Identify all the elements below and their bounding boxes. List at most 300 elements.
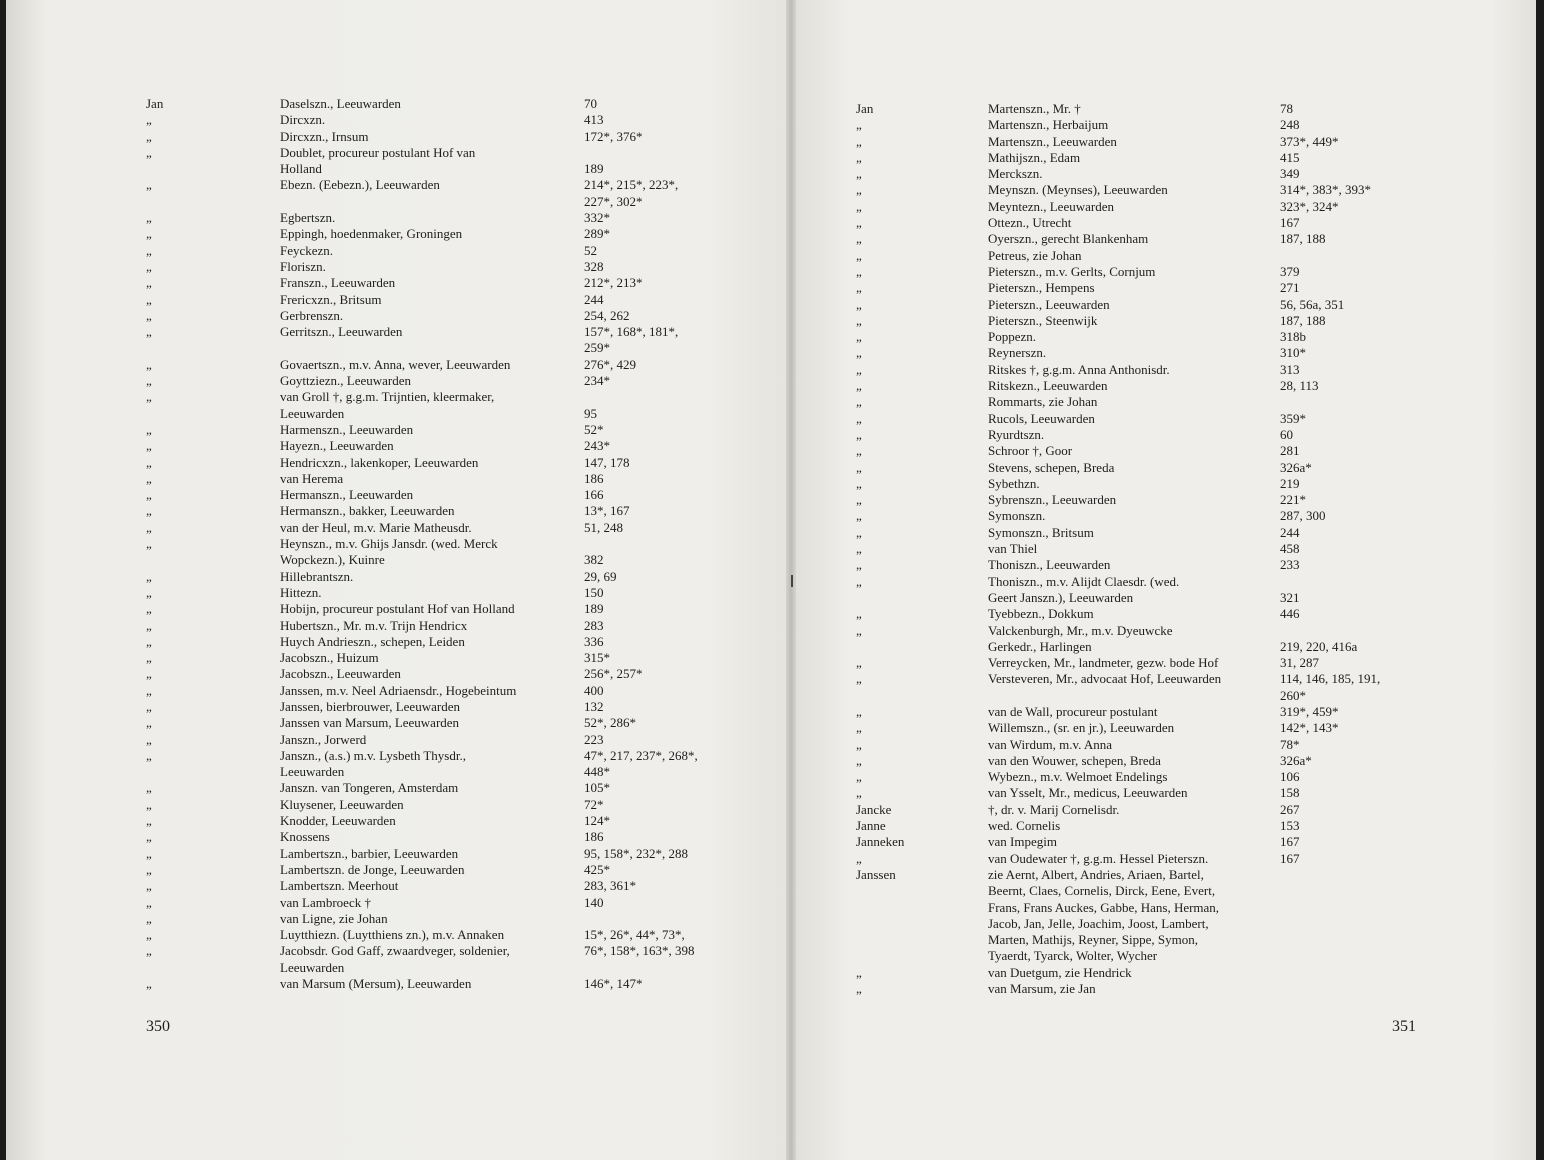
- entry-page-refs: 187, 188: [1280, 312, 1326, 328]
- entry-page-refs: 283: [584, 617, 604, 633]
- entry-given-name: „: [856, 671, 862, 687]
- entry-given-name: „: [146, 698, 152, 714]
- entry-given-name: „: [856, 117, 862, 133]
- entry-description: Sybethzn.: [988, 475, 1040, 491]
- entry-given-name: „: [856, 541, 862, 557]
- entry-description: Pieterszn., Steenwijk: [988, 312, 1098, 328]
- entry-given-name: „: [146, 536, 152, 552]
- entry-description: van Impegim: [988, 834, 1057, 850]
- entry-given-name: „: [856, 263, 862, 279]
- entry-description: van Lambroeck †: [280, 894, 371, 910]
- entry-description: van den Wouwer, schepen, Breda: [988, 752, 1161, 768]
- entry-given-name: „: [146, 861, 152, 877]
- entry-description: Ryurdtszn.: [988, 426, 1045, 442]
- entry-page-refs: 281: [1280, 443, 1300, 459]
- entry-description: Egbertszn.: [280, 210, 336, 226]
- entry-given-name: „: [856, 606, 862, 622]
- entry-description: Eppingh, hoedenmaker, Groningen: [280, 226, 463, 242]
- entry-description: Hayezn., Leeuwarden: [280, 438, 394, 454]
- entry-page-refs: 349: [1280, 166, 1300, 182]
- entry-page-refs: 359*: [1280, 410, 1306, 426]
- entry-description: Marten, Mathijs, Reyner, Sippe, Symon,: [988, 932, 1198, 948]
- entry-description: Rucols, Leeuwarden: [988, 410, 1095, 426]
- entry-description: Jacobszn., Leeuwarden: [280, 666, 401, 682]
- page-number-left: 350: [146, 1018, 170, 1035]
- entry-page-refs: 15*, 26*, 44*, 73*,: [584, 927, 685, 943]
- entry-given-name: „: [146, 715, 152, 731]
- entry-given-name: „: [146, 519, 152, 535]
- entry-given-name: „: [856, 133, 862, 149]
- entry-description: Holland: [280, 161, 322, 177]
- entry-page-refs: 319*, 459*: [1280, 703, 1339, 719]
- entry-page-refs: 167: [1280, 834, 1300, 850]
- entry-page-refs: 114, 146, 185, 191,: [1280, 671, 1381, 687]
- entry-page-refs: 318b: [1280, 329, 1306, 345]
- entry-page-refs: 446: [1280, 606, 1300, 622]
- entry-description: Meyntezn., Leeuwarden: [988, 198, 1114, 214]
- entry-given-name: „: [146, 845, 152, 861]
- entry-given-name: „: [146, 747, 152, 763]
- entry-description: Verreycken, Mr., landmeter, gezw. bode Hof: [988, 655, 1219, 671]
- entry-given-name: „: [856, 215, 862, 231]
- entry-description: zie Aernt, Albert, Andries, Ariaen, Bartel,: [988, 866, 1204, 882]
- entry-page-refs: 321: [1280, 589, 1300, 605]
- entry-description: Symonszn., Britsum: [988, 524, 1094, 540]
- entry-description: Gerkedr., Harlingen: [988, 638, 1092, 654]
- entry-description: van der Heul, m.v. Marie Matheusdr.: [280, 519, 472, 535]
- entry-given-name: „: [146, 470, 152, 486]
- entry-page-refs: 326a*: [1280, 459, 1312, 475]
- entry-page-refs: 186: [584, 470, 604, 486]
- entry-description: Lambertszn. Meerhout: [280, 878, 399, 894]
- entry-page-refs: 413: [584, 112, 604, 128]
- entry-given-name: „: [856, 981, 862, 997]
- entry-page-refs: 124*: [584, 813, 610, 829]
- entry-given-name: Jan: [146, 96, 164, 111]
- entry-given-name: „: [856, 182, 862, 198]
- entry-given-name: „: [856, 443, 862, 459]
- entry-description: van Marsum (Mersum), Leeuwarden: [280, 976, 472, 992]
- entry-given-name: „: [146, 894, 152, 910]
- entry-description: Jacob, Jan, Jelle, Joachim, Joost, Lambert,: [988, 915, 1209, 931]
- entry-description: Hendricxzn., lakenkoper, Leeuwarden: [280, 454, 479, 470]
- entry-description: Feyckezn.: [280, 242, 334, 258]
- entry-page-refs: 425*: [584, 861, 610, 877]
- entry-given-name: Janssen: [856, 866, 896, 882]
- entry-given-name: „: [856, 296, 862, 312]
- entry-given-name: „: [856, 736, 862, 752]
- entry-given-name: „: [146, 650, 152, 666]
- entry-given-name: „: [146, 421, 152, 437]
- gutter-mark: [791, 575, 793, 587]
- entry-page-refs: 76*, 158*, 163*, 398: [584, 943, 695, 959]
- entry-description: Tyebbezn., Dokkum: [988, 606, 1094, 622]
- entry-given-name: „: [146, 910, 152, 926]
- entry-description: Dircxzn., Irnsum: [280, 128, 369, 144]
- entry-given-name: Janne: [856, 818, 886, 834]
- entry-page-refs: 219, 220, 416a: [1280, 638, 1358, 654]
- entry-page-refs: 186: [584, 829, 604, 845]
- entry-page-refs: 150: [584, 584, 604, 600]
- entry-description: Janszn., Jorwerd: [280, 731, 367, 747]
- entry-page-refs: 448*: [584, 764, 610, 780]
- entry-page-refs: 51, 248: [584, 519, 623, 535]
- entry-given-name: „: [856, 361, 862, 377]
- entry-description: Ottezn., Utrecht: [988, 215, 1072, 231]
- entry-given-name: „: [146, 731, 152, 747]
- entry-description: van Duetgum, zie Hendrick: [988, 964, 1132, 980]
- entry-description: van Marsum, zie Jan: [988, 981, 1096, 997]
- entry-given-name: „: [856, 769, 862, 785]
- entry-given-name: „: [856, 655, 862, 671]
- entry-given-name: „: [856, 149, 862, 165]
- entry-page-refs: 172*, 376*: [584, 128, 643, 144]
- entry-description: Janssen, bierbrouwer, Leeuwarden: [280, 698, 460, 714]
- entry-page-refs: 313: [1280, 361, 1300, 377]
- entry-given-name: „: [146, 291, 152, 307]
- entry-description: Hobijn, procureur postulant Hof van Holland: [280, 601, 515, 617]
- entry-description: Lambertszn., barbier, Leeuwarden: [280, 845, 459, 861]
- entry-description: van Oudewater †, g.g.m. Hessel Pieterszn.: [988, 850, 1209, 866]
- entry-description: Hittezn.: [280, 584, 322, 600]
- entry-given-name: „: [146, 976, 152, 992]
- entry-page-refs: 400: [584, 682, 604, 698]
- entry-given-name: „: [856, 426, 862, 442]
- entry-given-name: „: [856, 166, 862, 182]
- entry-page-refs: 52*, 286*: [584, 715, 636, 731]
- entry-description: Tyaerdt, Tyarck, Wolter, Wycher: [988, 948, 1158, 964]
- entry-given-name: „: [856, 964, 862, 980]
- entry-given-name: „: [146, 307, 152, 323]
- entry-page-refs: 276*, 429: [584, 356, 636, 372]
- entry-page-refs: 212*, 213*: [584, 275, 643, 291]
- entry-given-name: „: [146, 324, 152, 340]
- entry-given-name: „: [856, 752, 862, 768]
- entry-description: Wybezn., m.v. Welmoet Endelings: [988, 769, 1168, 785]
- entry-page-refs: 158: [1280, 785, 1300, 801]
- entry-given-name: „: [146, 796, 152, 812]
- entry-description: Pieterszn., m.v. Gerlts, Cornjum: [988, 263, 1156, 279]
- entry-given-name: „: [146, 454, 152, 470]
- entry-page-refs: 219: [1280, 475, 1300, 491]
- entry-description: Sybrenszn., Leeuwarden: [988, 492, 1117, 508]
- entry-page-refs: 315*: [584, 650, 610, 666]
- entry-description: Daselszn., Leeuwarden: [280, 96, 401, 111]
- entry-description: Harmenszn., Leeuwarden: [280, 421, 414, 437]
- entry-given-name: „: [146, 568, 152, 584]
- entry-description: Doublet, procureur postulant Hof van: [280, 144, 476, 160]
- entry-page-refs: 382: [584, 552, 604, 568]
- entry-page-refs: 28, 113: [1280, 378, 1319, 394]
- entry-given-name: „: [146, 177, 152, 193]
- entry-description: Geert Janszn.), Leeuwarden: [988, 589, 1134, 605]
- entry-given-name: „: [146, 356, 152, 372]
- entry-page-refs: 328: [584, 258, 604, 274]
- entry-given-name: „: [856, 378, 862, 394]
- entry-page-refs: 373*, 449*: [1280, 133, 1339, 149]
- entry-page-refs: 223: [584, 731, 604, 747]
- entry-page-refs: 157*, 168*, 181*,: [584, 324, 679, 340]
- entry-description: Janssen van Marsum, Leeuwarden: [280, 715, 460, 731]
- entry-description: Luytthiezn. (Luytthiens zn.), m.v. Annaken: [280, 927, 505, 943]
- entry-given-name: „: [146, 258, 152, 274]
- entry-description: Reynerszn.: [988, 345, 1047, 361]
- entry-page-refs: 189: [584, 601, 604, 617]
- entry-page-refs: 221*: [1280, 492, 1306, 508]
- entry-page-refs: 13*, 167: [584, 503, 630, 519]
- entry-page-refs: 105*: [584, 780, 610, 796]
- entry-page-refs: 52*: [584, 421, 604, 437]
- entry-description: Rommarts, zie Johan: [988, 394, 1098, 410]
- entry-page-refs: 233: [1280, 557, 1300, 573]
- entry-description: van Ysselt, Mr., medicus, Leeuwarden: [988, 785, 1188, 801]
- entry-description: Jacobszn., Huizum: [280, 650, 379, 666]
- entry-description: Janszn., (a.s.) m.v. Lysbeth Thysdr.,: [280, 747, 466, 763]
- entry-given-name: „: [146, 584, 152, 600]
- entry-description: †, dr. v. Marij Cornelisdr.: [988, 801, 1120, 817]
- entry-page-refs: 146*, 147*: [584, 976, 643, 992]
- entry-description: Gerbrenszn.: [280, 307, 344, 323]
- entry-page-refs: 256*, 257*: [584, 666, 643, 682]
- entry-given-name: „: [146, 829, 152, 845]
- entry-description: Frericxzn., Britsum: [280, 291, 382, 307]
- entry-given-name: „: [146, 144, 152, 160]
- entry-page-refs: 243*: [584, 438, 610, 454]
- entry-given-name: „: [146, 112, 152, 128]
- entry-page-refs: 31, 287: [1280, 655, 1319, 671]
- entry-description: Oyerszn., gerecht Blankenham: [988, 231, 1149, 247]
- entry-given-name: „: [146, 389, 152, 405]
- entry-given-name: „: [146, 813, 152, 829]
- entry-description: Thoniszn., m.v. Alijdt Claesdr. (wed.: [988, 573, 1180, 589]
- entry-description: Hillebrantszn.: [280, 568, 354, 584]
- entry-given-name: „: [856, 312, 862, 328]
- entry-page-refs: 289*: [584, 226, 610, 242]
- entry-given-name: „: [146, 633, 152, 649]
- entry-description: Mathijszn., Edam: [988, 149, 1081, 165]
- entry-description: Thoniszn., Leeuwarden: [988, 557, 1111, 573]
- entry-page-refs: 260*: [1280, 687, 1306, 703]
- entry-given-name: „: [856, 247, 862, 263]
- entry-given-name: „: [856, 492, 862, 508]
- entry-given-name: „: [146, 242, 152, 258]
- entry-page-refs: 95, 158*, 232*, 288: [584, 845, 688, 861]
- entry-given-name: „: [856, 785, 862, 801]
- entry-page-refs: 72*: [584, 796, 604, 812]
- entry-given-name: „: [856, 198, 862, 214]
- entry-page-refs: 78*: [1280, 736, 1300, 752]
- entry-description: Janszn. van Tongeren, Amsterdam: [280, 780, 459, 796]
- left-page: [6, 0, 790, 1160]
- entry-page-refs: 70: [584, 96, 597, 111]
- entry-given-name: „: [856, 280, 862, 296]
- entry-description: Kluysener, Leeuwarden: [280, 796, 404, 812]
- right-page: [790, 0, 1536, 1160]
- entry-description: van Ligne, zie Johan: [280, 910, 388, 926]
- entry-given-name: Jan: [856, 101, 874, 116]
- entry-description: Versteveren, Mr., advocaat Hof, Leeuwarden: [988, 671, 1222, 687]
- entry-given-name: „: [856, 459, 862, 475]
- entry-given-name: „: [146, 210, 152, 226]
- entry-page-refs: 271: [1280, 280, 1300, 296]
- entry-page-refs: 147, 178: [584, 454, 630, 470]
- entry-given-name: „: [856, 573, 862, 589]
- entry-page-refs: 248: [1280, 117, 1300, 133]
- entry-page-refs: 140: [584, 894, 604, 910]
- entry-description: Willemszn., (sr. en jr.), Leeuwarden: [988, 720, 1175, 736]
- entry-description: Pieterszn., Leeuwarden: [988, 296, 1110, 312]
- entry-page-refs: 166: [584, 487, 604, 503]
- entry-description: Schroor †, Goor: [988, 443, 1073, 459]
- entry-description: van de Wall, procureur postulant: [988, 703, 1158, 719]
- entry-page-refs: 142*, 143*: [1280, 720, 1339, 736]
- page-number-right: 351: [1392, 1018, 1416, 1035]
- entry-page-refs: 259*: [584, 340, 610, 356]
- entry-description: Leeuwarden: [280, 959, 345, 975]
- entry-description: Wopckezn.), Kuinre: [280, 552, 385, 568]
- entry-page-refs: 227*, 302*: [584, 193, 643, 209]
- entry-description: Ritskezn., Leeuwarden: [988, 378, 1108, 394]
- entry-page-refs: 379: [1280, 263, 1300, 279]
- entry-description: Jacobsdr. God Gaff, zwaardveger, soldenier,: [280, 943, 510, 959]
- entry-given-name: „: [856, 850, 862, 866]
- entry-description: Poppezn.: [988, 329, 1037, 345]
- entry-given-name: Jancke: [856, 801, 892, 817]
- entry-description: Frans, Frans Auckes, Gabbe, Hans, Herman,: [988, 899, 1220, 915]
- entry-page-refs: 29, 69: [584, 568, 617, 584]
- entry-description: Hermanszn., Leeuwarden: [280, 487, 414, 503]
- entry-page-refs: 189: [584, 161, 604, 177]
- entry-page-refs: 167: [1280, 215, 1300, 231]
- entry-description: van Herema: [280, 470, 344, 486]
- entry-description: Gerritszn., Leeuwarden: [280, 324, 403, 340]
- entry-page-refs: 314*, 383*, 393*: [1280, 182, 1371, 198]
- entry-description: Ebezn. (Eebezn.), Leeuwarden: [280, 177, 440, 193]
- entry-given-name: „: [146, 503, 152, 519]
- entry-given-name: „: [856, 524, 862, 540]
- entry-description: Beernt, Claes, Cornelis, Dirck, Eene, Evert,: [988, 883, 1216, 899]
- entry-given-name: „: [856, 475, 862, 491]
- entry-description: Ritskes †, g.g.m. Anna Anthonisdr.: [988, 361, 1170, 377]
- entry-description: Martenszn., Herbaijum: [988, 117, 1109, 133]
- entry-given-name: „: [856, 345, 862, 361]
- entry-page-refs: 244: [584, 291, 604, 307]
- entry-given-name: „: [146, 226, 152, 242]
- entry-given-name: „: [856, 508, 862, 524]
- entry-description: Leeuwarden: [280, 405, 345, 421]
- entry-page-refs: 323*, 324*: [1280, 198, 1339, 214]
- entry-given-name: „: [856, 720, 862, 736]
- entry-page-refs: 310*: [1280, 345, 1306, 361]
- entry-description: Knodder, Leeuwarden: [280, 813, 396, 829]
- entry-description: Petreus, zie Johan: [988, 247, 1082, 263]
- entry-given-name: „: [856, 703, 862, 719]
- entry-page-refs: 153: [1280, 818, 1300, 834]
- entry-given-name: „: [146, 617, 152, 633]
- entry-given-name: „: [856, 557, 862, 573]
- entry-page-refs: 415: [1280, 149, 1300, 165]
- entry-given-name: „: [146, 601, 152, 617]
- entry-given-name: „: [146, 666, 152, 682]
- entry-given-name: „: [146, 927, 152, 943]
- entry-given-name: „: [146, 487, 152, 503]
- entry-description: Pieterszn., Hempens: [988, 280, 1095, 296]
- entry-page-refs: 326a*: [1280, 752, 1312, 768]
- entry-description: Knossens: [280, 829, 330, 845]
- entry-page-refs: 187, 188: [1280, 231, 1326, 247]
- entry-given-name: „: [146, 943, 152, 959]
- entry-page-refs: 283, 361*: [584, 878, 636, 894]
- book-spread: [6, 0, 1536, 1160]
- entry-description: Dircxzn.: [280, 112, 326, 128]
- entry-description: Lambertszn. de Jonge, Leeuwarden: [280, 861, 465, 877]
- entry-given-name: „: [146, 780, 152, 796]
- entry-page-refs: 47*, 217, 237*, 268*,: [584, 747, 698, 763]
- entry-description: Stevens, schepen, Breda: [988, 459, 1115, 475]
- entry-description: van Groll †, g.g.m. Trijntien, kleermaker,: [280, 389, 495, 405]
- entry-page-refs: 60: [1280, 426, 1293, 442]
- entry-page-refs: 287, 300: [1280, 508, 1326, 524]
- entry-given-name: „: [146, 373, 152, 389]
- entry-page-refs: 106: [1280, 769, 1300, 785]
- entry-given-name: „: [146, 275, 152, 291]
- entry-description: Huych Andrieszn., schepen, Leiden: [280, 633, 465, 649]
- entry-page-refs: 267: [1280, 801, 1300, 817]
- entry-given-name: „: [146, 682, 152, 698]
- entry-page-refs: 458: [1280, 541, 1300, 557]
- entry-given-name: „: [856, 329, 862, 345]
- entry-description: Govaertszn., m.v. Anna, wever, Leeuwarden: [280, 356, 511, 372]
- entry-given-name: „: [856, 410, 862, 426]
- entry-description: Hubertszn., Mr. m.v. Trijn Hendricx: [280, 617, 468, 633]
- entry-page-refs: 78: [1280, 101, 1293, 116]
- entry-description: Symonszn.: [988, 508, 1046, 524]
- entry-page-refs: 56, 56a, 351: [1280, 296, 1345, 312]
- entry-description: Martenszn., Mr. †: [988, 101, 1081, 116]
- entry-given-name: „: [146, 438, 152, 454]
- entry-page-refs: 254, 262: [584, 307, 630, 323]
- entry-description: Heynszn., m.v. Ghijs Jansdr. (wed. Merck: [280, 536, 498, 552]
- entry-page-refs: 95: [584, 405, 597, 421]
- entry-description: Janssen, m.v. Neel Adriaensdr., Hogebeintum: [280, 682, 517, 698]
- entry-page-refs: 244: [1280, 524, 1300, 540]
- entry-description: Meynszn. (Meynses), Leeuwarden: [988, 182, 1168, 198]
- entry-given-name: „: [856, 622, 862, 638]
- entry-given-name: Janneken: [856, 834, 905, 850]
- entry-description: Franszn., Leeuwarden: [280, 275, 396, 291]
- entry-given-name: „: [856, 231, 862, 247]
- entry-given-name: „: [146, 128, 152, 144]
- entry-page-refs: 336: [584, 633, 604, 649]
- entry-description: van Wirdum, m.v. Anna: [988, 736, 1113, 752]
- entry-page-refs: 52: [584, 242, 597, 258]
- entry-description: Martenszn., Leeuwarden: [988, 133, 1117, 149]
- entry-description: Leeuwarden: [280, 764, 345, 780]
- entry-page-refs: 132: [584, 698, 604, 714]
- entry-page-refs: 234*: [584, 373, 610, 389]
- entry-description: Valckenburgh, Mr., m.v. Dyeuwcke: [988, 622, 1173, 638]
- entry-page-refs: 332*: [584, 210, 610, 226]
- entry-given-name: „: [146, 878, 152, 894]
- entry-description: Hermanszn., bakker, Leeuwarden: [280, 503, 455, 519]
- entry-description: Goyttziezn., Leeuwarden: [280, 373, 412, 389]
- entry-description: Merckszn.: [988, 166, 1043, 182]
- entry-description: Floriszn.: [280, 258, 326, 274]
- entry-page-refs: 167: [1280, 850, 1300, 866]
- entry-given-name: „: [856, 394, 862, 410]
- entry-page-refs: 214*, 215*, 223*,: [584, 177, 679, 193]
- entry-description: van Thiel: [988, 541, 1038, 557]
